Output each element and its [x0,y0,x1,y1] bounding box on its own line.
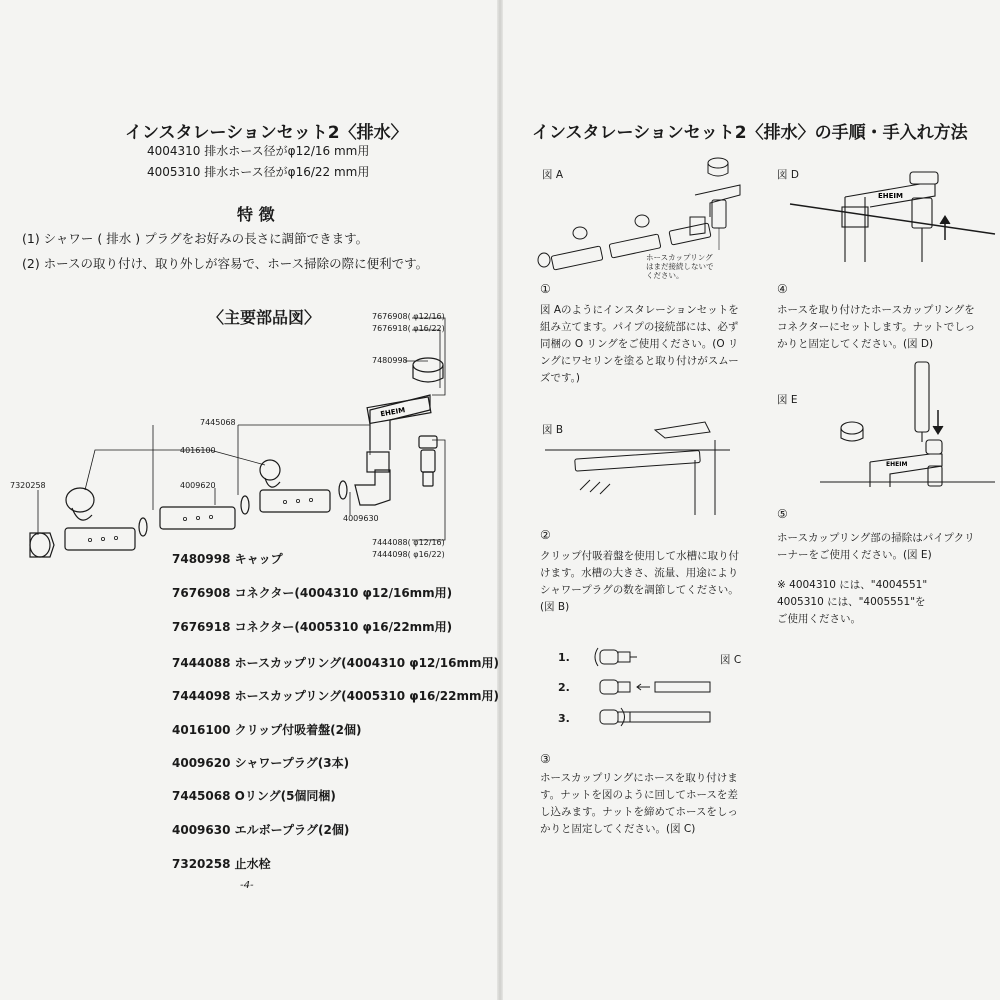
figure-d [790,162,1000,267]
label-stopper: 7320258 [10,481,46,490]
part-item: 4016100 クリップ付吸着盤(2個) [172,723,362,737]
label-cap: 7480998 [372,356,408,365]
left-title: インスタレーションセット2〈排水〉 [125,123,408,143]
part-item: 7676908 コネクター(4004310 φ12/16mm用) [172,586,453,600]
label-suction: 4016100 [180,446,216,455]
step-4-text: ホースを取り付けたホースカップリングをコネクターにセットします。ナットでしっかりと固定してください。(図 D) [777,304,976,350]
replacement-note: ※ 4004310 には、"4004551" 4005310 には、"4005551"を ご使用ください。 [777,579,928,625]
model-line-2: 4005310 排水ホース径がφ16/22 mm用 [147,165,370,179]
figure-a [530,155,780,265]
part-item: 7444098 ホースカップリング(4005310 φ16/22mm用) [172,689,499,703]
step-3-text: ホースカップリングにホースを取り付けます。ナットを図のように回してホースを差し込みます。ナットを締めてホースをしっかりと固定してください。(図 C) [540,772,738,835]
fig-d-label: 図 D [777,169,799,181]
step-2-number: ② [540,528,551,542]
parts-heading: 〈主要部品図〉 [208,308,321,327]
step-1-text: 図 Aのようにインスタレーションセットを組み立てます。パイプの接続部には、必ず同梱の O リングをご使用ください。(O リングにワセリンを塗ると取り付けがスムーズです。) [540,304,739,384]
feature-1: (1) シャワー ( 排水 ) プラグをお好みの長さに調節できます。 [22,231,369,246]
model-line-1: 4004310 排水ホース径がφ12/16 mm用 [147,144,370,158]
parts-diagram [0,0,500,600]
part-item: 7445068 Oリング(5個同梱) [172,789,336,803]
brand-mark-right-d: EHEIM [878,192,903,200]
fig-e-label: 図 E [777,394,798,406]
fig-a-label: 図 A [542,169,564,181]
label-coupling-1: 7444088( φ12/16) [372,538,445,547]
right-title: インスタレーションセット2〈排水〉の手順・手入れ方法 [532,123,968,143]
right-page [500,0,1000,1000]
fig-c-step-1: 1. [558,651,570,664]
label-connector-1: 7676908( φ12/16) [372,312,445,321]
step-3-number: ③ [540,752,551,766]
part-item: 7676918 コネクター(4005310 φ16/22mm用) [172,620,453,634]
fig-c-step-3: 3. [558,712,570,725]
label-connector-2: 7676918( φ16/22) [372,324,445,333]
features-heading: 特 徴 [237,205,275,224]
step-5-number: ⑤ [777,507,788,521]
feature-2: (2) ホースの取り付け、取り外しが容易で、ホース掃除の際に便利です。 [22,256,429,271]
label-coupling-2: 7444098( φ16/22) [372,550,445,559]
step-2-text: クリップ付吸着盤を使用して水槽に取り付けます。水槽の大きさ、流量、用途によりシャワープラグの数を調節してください。(図 B) [540,550,740,613]
fig-a-callout: ホースカップリング はまだ接続しないで ください。 [646,253,714,280]
step-5-text: ホースカップリング部の掃除はパイプクリーナーをご使用ください。(図 E) [777,532,975,561]
fig-b-label: 図 B [542,424,564,436]
fig-c-label: 図 C [720,654,742,666]
label-oring: 7445068 [200,418,236,427]
step-4-number: ④ [777,282,788,296]
fig-c-step-2: 2. [558,681,570,694]
part-item: 4009630 エルボープラグ(2個) [172,823,350,837]
brand-mark-left: EHEIM [379,406,406,419]
figure-e [830,362,1000,487]
label-shower: 4009620 [180,481,216,490]
page-number: -4- [240,880,254,891]
part-item: 7444088 ホースカップリング(4004310 φ12/16mm用) [172,656,499,670]
part-item: 7480998 キャップ [172,552,283,566]
figure-b [535,420,735,515]
part-item: 4009620 シャワープラグ(3本) [172,756,350,770]
label-elbow: 4009630 [343,514,379,523]
brand-mark-right-e: EHEIM [886,461,908,468]
step-1-number: ① [540,282,551,296]
figure-c [595,640,735,730]
part-item: 7320258 止水栓 [172,857,271,871]
